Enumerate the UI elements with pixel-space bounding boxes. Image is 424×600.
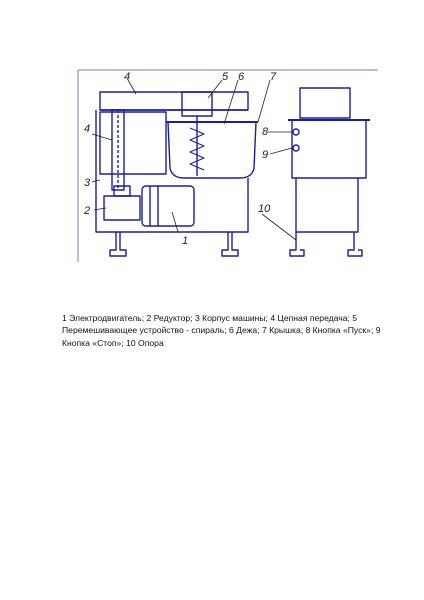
dough-bowl — [168, 122, 256, 178]
figure-caption — [62, 312, 392, 349]
leader-6 — [224, 80, 238, 124]
start-button — [293, 129, 299, 135]
callout-8: 8 — [262, 126, 269, 138]
callout-3: 3 — [84, 177, 91, 189]
side-leg-left — [290, 232, 304, 256]
front-leg-right — [222, 232, 238, 256]
callout-7: 7 — [270, 71, 277, 83]
callout-4a: 4 — [124, 71, 131, 83]
callout-1: 1 — [182, 235, 189, 247]
callout-6: 6 — [238, 71, 245, 83]
leader-7 — [258, 80, 270, 122]
side-leg-right — [348, 232, 362, 256]
front-view — [96, 92, 258, 256]
leader-1 — [172, 212, 178, 232]
caption-text: 1 Электродвигатель; 2 Редуктор; 3 Корпус машины; 4 Цепная передача; 5 Перемешивающее устройство - спираль; 6 Дежа; 7 Крышка; 8 Кнопка «Пуск»; 9 Кнопка «Стоп»; 10 Опора — [62, 313, 381, 348]
upper-compartment — [100, 112, 166, 174]
side-bowl — [292, 120, 366, 178]
mixer-head — [182, 92, 212, 116]
top-cover — [100, 92, 248, 110]
leader-5 — [208, 80, 222, 98]
reducer — [104, 196, 140, 220]
leader-9 — [270, 148, 292, 154]
callout-10: 10 — [258, 203, 271, 215]
side-top — [300, 88, 350, 118]
stop-button — [293, 145, 299, 151]
side-body — [296, 178, 358, 232]
callout-9: 9 — [262, 149, 269, 161]
callout-2: 2 — [84, 205, 91, 217]
callout-4b: 4 — [84, 123, 91, 135]
machine-body — [96, 110, 248, 232]
callout-5: 5 — [222, 71, 229, 83]
side-view — [288, 88, 370, 256]
front-leg-left — [110, 232, 126, 256]
leader-4b — [92, 134, 112, 140]
leader-10 — [262, 214, 296, 240]
